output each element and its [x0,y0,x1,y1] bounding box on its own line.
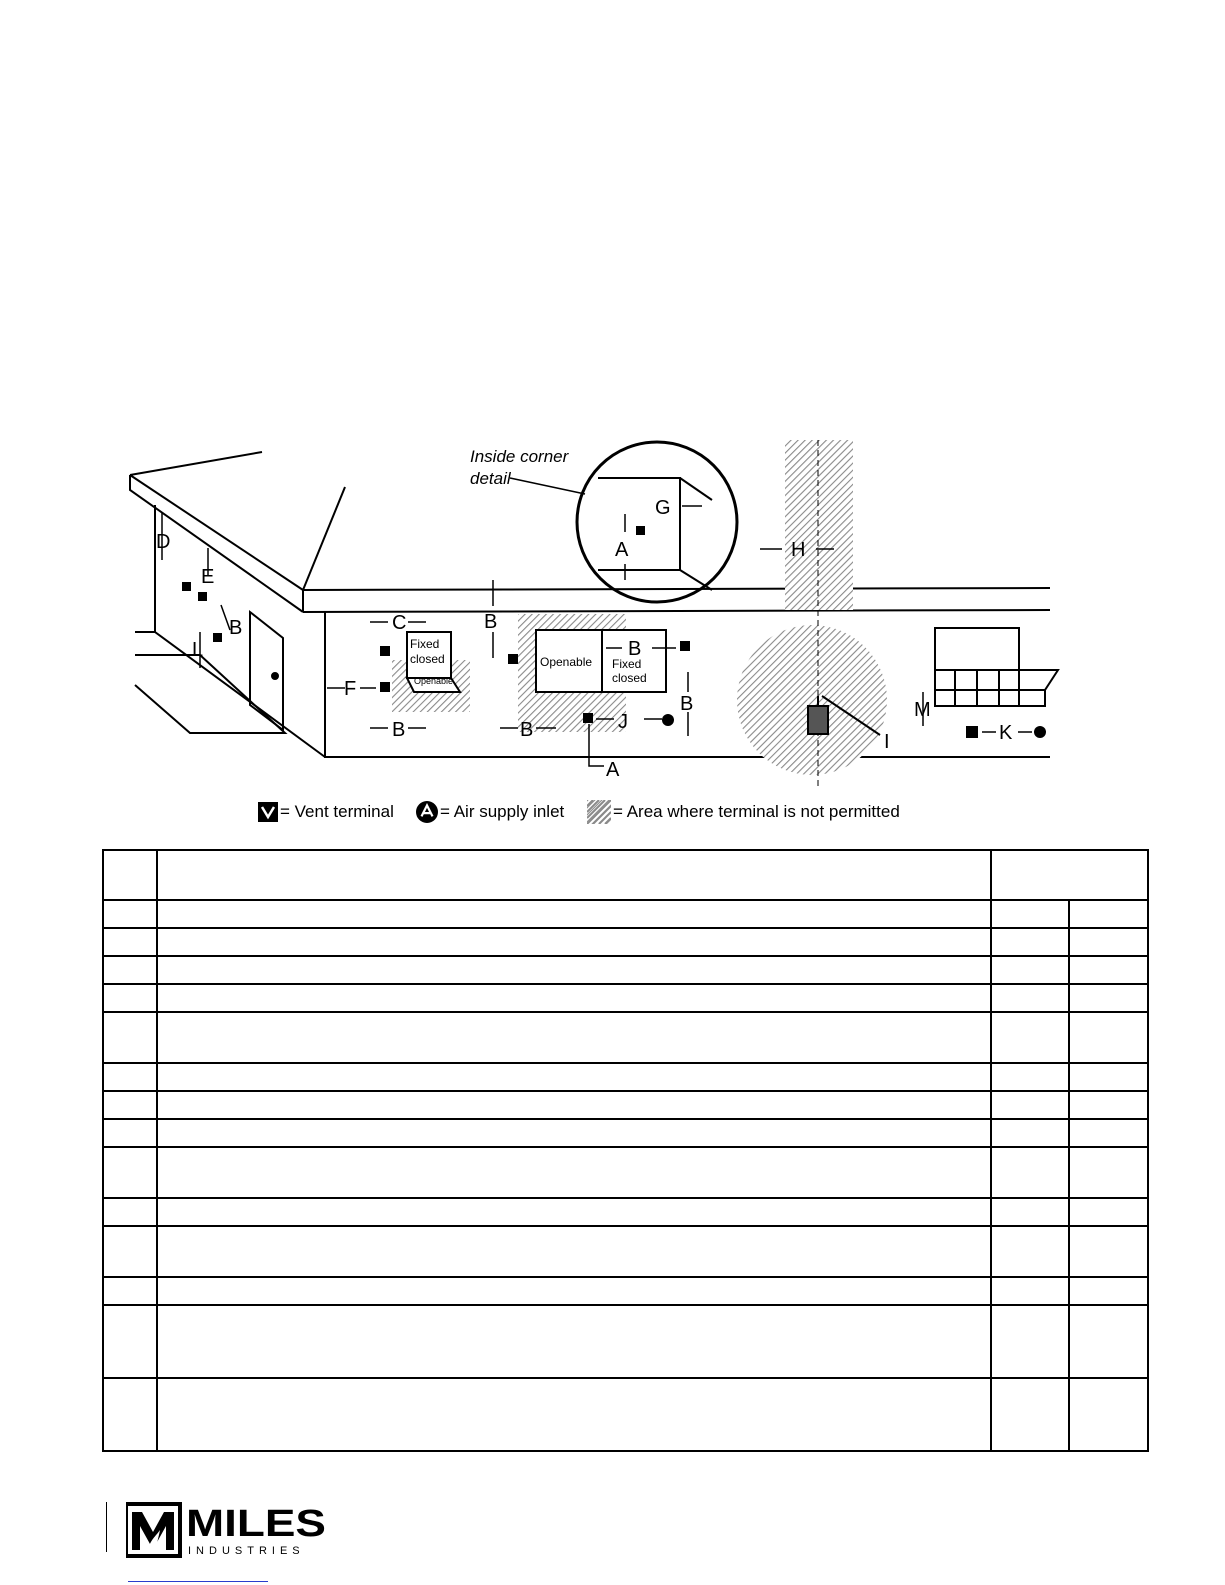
table-row [103,1305,1148,1378]
label-B1: B [229,617,243,639]
label-C: C [392,612,407,634]
table-header-row [103,850,1148,900]
table-row [103,1277,1148,1305]
vent-terminal-icon [258,802,278,822]
label-B3: B [484,611,498,633]
table-cell [103,850,157,900]
table-row [103,1063,1148,1091]
label-L: L [192,639,204,661]
window-fixed-closed-2: Fixed closed [612,657,647,685]
table-row [103,1378,1148,1451]
table-row [103,1091,1148,1119]
miles-industries-logo [126,1500,336,1560]
svg-text:INDUSTRIES: INDUSTRIES [188,1545,305,1557]
label-M: M [914,699,931,721]
label-E: E [201,566,215,588]
label-D: D [156,531,171,553]
label-B4: B [520,719,534,741]
label-K: K [999,722,1013,744]
legend-air-label: = Air supply inlet [440,802,565,821]
hatch-swatch-icon [587,800,611,824]
svg-text:MILES: MILES [186,1503,326,1545]
label-G: G [655,497,671,519]
label-J: J [618,711,628,733]
table-row [103,1147,1148,1198]
legend-air [416,798,564,826]
label-B2: B [392,719,406,741]
legend-hatch [587,798,900,826]
label-F: F [344,678,357,700]
table-row [103,1198,1148,1226]
inset-caption: Inside corner detail [470,447,569,488]
window-fixed-closed-1: Fixed closed [410,637,445,666]
table-row [103,956,1148,984]
label-A1: A [606,759,620,781]
table-row [103,1226,1148,1277]
table-row [103,1119,1148,1147]
air-inlet-icon [416,801,438,823]
label-B6: B [680,693,694,715]
label-H: H [791,539,806,561]
legend-hatch-label: = Area where terminal is not permitted [613,802,900,821]
window-openable: Openable [540,655,593,669]
legend-vent [258,798,394,826]
table-row [103,1012,1148,1063]
label-B5: B [628,638,642,660]
table-row [103,984,1148,1012]
table-cell [157,850,990,900]
table-row [103,928,1148,956]
label-I: I [884,731,890,753]
legend-vent-label: = Vent terminal [280,802,394,821]
table-cell [991,850,1148,900]
footer-link-underline[interactable] [128,1581,268,1582]
clearance-table [102,849,1149,1452]
window-openable-small: Openable [414,676,454,686]
deck [935,628,1058,706]
inside-corner-detail [510,442,737,602]
footer-rule [106,1502,107,1552]
label-A2: A [615,539,629,561]
table-row [103,900,1148,928]
door [250,612,283,730]
